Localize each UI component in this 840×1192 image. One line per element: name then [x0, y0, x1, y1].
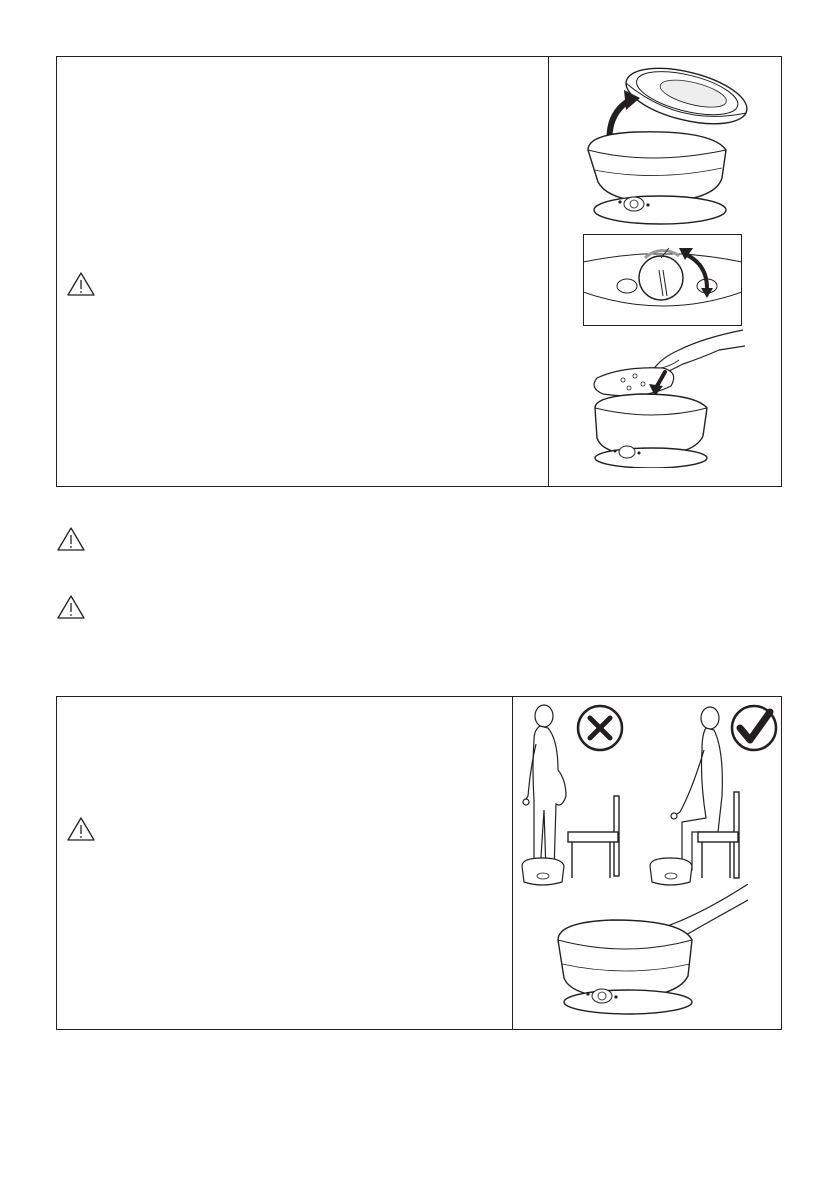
hand-in-basin-illustration [552, 884, 748, 1016]
insert-plate [594, 368, 674, 396]
foot-basin [522, 858, 564, 885]
bottom-box-divider [512, 696, 513, 1030]
insert-placement-illustration [583, 328, 745, 468]
top-box-divider [548, 56, 549, 487]
foot-basin [650, 858, 692, 885]
seated-figure [671, 707, 722, 870]
cross-icon [578, 706, 622, 750]
standing-figure [523, 705, 566, 872]
warning-triangle-icon [56, 526, 86, 552]
checkmark-icon [732, 706, 776, 750]
left-button [617, 279, 637, 293]
standing-incorrect-illustration [518, 700, 630, 886]
temperature-dial-illustration [583, 234, 742, 326]
lid-shape [621, 58, 753, 134]
dial-knob [639, 256, 683, 300]
warning-triangle-icon [66, 271, 96, 297]
seated-correct-illustration [648, 700, 778, 886]
warning-triangle-icon [56, 594, 86, 620]
lid-removal-illustration [576, 58, 758, 230]
warning-triangle-icon [66, 816, 96, 842]
foot-spa-unit [588, 132, 726, 224]
chair [568, 796, 619, 878]
hand-shape [653, 330, 745, 374]
